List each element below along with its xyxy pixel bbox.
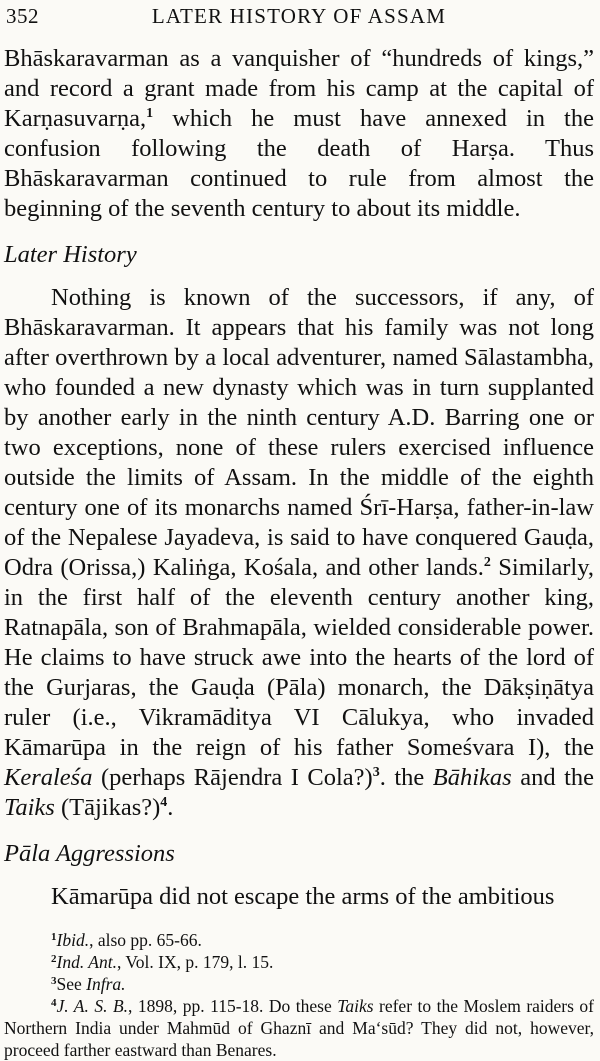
footnote-4 [4,995,594,1061]
italic-term: Ibid. [56,930,90,950]
footnote-text: , 1898, pp. 115-18. Do these [128,996,338,1016]
page-number: 352 [6,4,39,28]
footnote-number: 4 [51,997,57,1009]
later-history-paragraph [4,283,594,823]
footnote-ref: 4 [160,795,168,810]
footnotes [4,929,594,1061]
footnote-number: 1 [51,931,57,943]
opening-paragraph [4,44,594,224]
footnote-text: , also pp. 65-66. [89,930,202,950]
italic-term: Infra. [86,974,126,994]
paragraph-text: which he must have annexed in the confusion following the death of Harṣa. Thus Bhāskaravarman continued to rule from almost the beginning of the seventh century to about its middle. [4,105,594,222]
paragraph-text: Nothing is known of the successors, if any, of Bhāskaravarman. It appears that his family was not long after overthrown by a local adventurer, named Sālastambha, who founded a new dynasty which was in turn supplanted by another early in the ninth century A.D. Barring one or two exceptions, none of these rulers exercised influence outside the limits of Assam. In the middle of the eighth century one of its monarchs named Śrī-Harṣa, father-in-law of the Nepalese Jayadeva, is said to have conquered Gauḍa, Odra (Orissa,) Kaliṅga, Kośala, and other lands. [4,284,594,581]
footnote-number: 2 [51,953,57,965]
page-header [4,0,594,44]
italic-term: Keraleśa [4,764,93,791]
pala-aggressions-paragraph: Kāmarūpa did not escape the arms of the ambitious [51,883,555,910]
italic-term: J. A. S. B. [56,996,129,1016]
paragraph-text: and the [511,764,595,791]
running-head: LATER HISTORY OF ASSAM [151,4,447,28]
footnote-2 [4,951,594,973]
italic-term: Ind. Ant. [56,952,117,972]
footnote-1 [4,929,594,951]
footnote-number: 3 [51,975,57,987]
paragraph-text: Similarly, in the first half of the eleventh century another king, Ratnapāla, son of Brahmapāla, wielded considerable power. He claims to have struck awe into the hearts of the lord of the Gurjaras, the Gauḍa (Pāla) monarch, the Dākṣiṇātya ruler (i.e., Vikramāditya VI Cālukya, who invaded Kāmarūpa in the reign of his father Someśvara I), the [4,554,594,761]
footnote-text: See [56,974,87,994]
footnote-ref: 2 [483,555,491,570]
footnote-ref: 3 [372,765,380,780]
body-text [4,44,594,912]
section-heading-later-history: Later History [4,241,137,268]
italic-term: Bāhikas [432,764,512,791]
paragraph-text: Bhāskaravarman as a vanquisher of “hundreds of kings,” and record a grant made from his camp at the capital of Karṇasuvarṇa, [4,45,594,132]
paragraph-text: . [167,794,174,821]
italic-term: Taiks [4,794,55,821]
footnote-text: , Vol. IX, p. 179, l. 15. [116,952,274,972]
italic-term: Taiks [337,996,374,1016]
paragraph-text: (perhaps Rājendra I Cola?) [92,764,373,791]
footnote-ref: 1 [146,106,154,121]
footnote-3 [4,973,594,995]
section-heading-pala-aggressions: Pāla Aggressions [4,840,175,867]
paragraph-text: (Tājikas?) [54,794,161,821]
paragraph-text: . the [379,764,433,791]
footnote-text: refer to the Moslem raiders of Northern India under Mahmūd of Ghaznī and Ma‘sūd? They did not, however, proceed farther eastward than Benares. [4,996,594,1060]
